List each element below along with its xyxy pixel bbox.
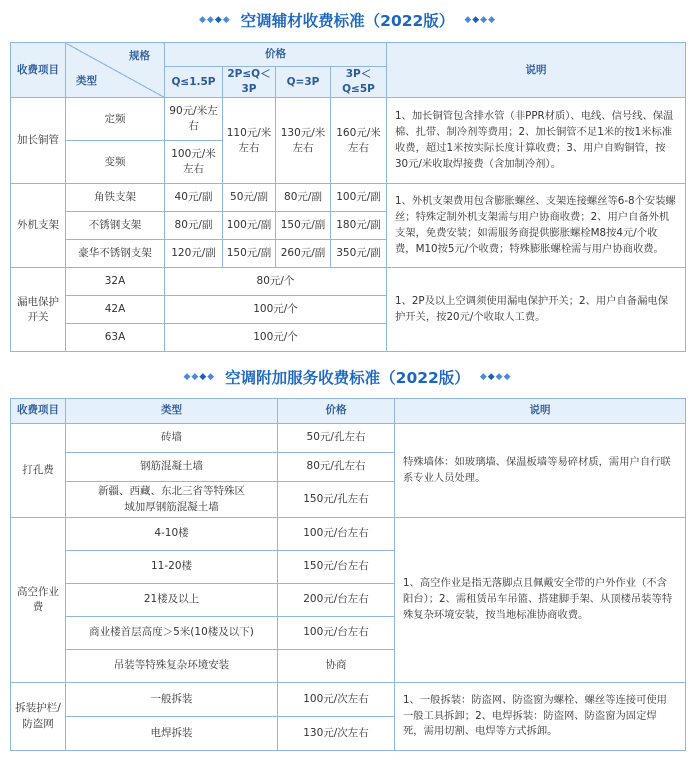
drilling-price: 50元/孔左右 [278,424,395,453]
drilling-note: 特殊墙体：如玻璃墙、保温板墙等易碎材质，需用户自行联系专业人员处理。 [395,424,686,518]
header-price: 价格 [165,43,387,67]
section2-title-row [0,366,695,388]
header-range-4: 3P＜Q≤5P [331,67,387,98]
category-breaker: 漏电保护开关 [11,268,66,352]
table-header-row [11,399,686,424]
breaker-note: 1、2P及以上空调须使用漏电保护开关；2、用户自备漏电保护开关，按20元/个收取人工费。 [387,268,686,352]
category-removal: 拆装护栏/防盗网 [11,683,66,751]
table-row [11,184,686,212]
bracket-price: 80元/副 [165,212,223,240]
header-spec-type-diagonal [66,43,165,98]
drilling-price: 150元/孔左右 [278,482,395,518]
header-spec: 规格 [129,50,150,62]
service-fee-table [10,398,686,751]
header-fee-item: 收费项目 [11,43,66,98]
bracket-price: 150元/副 [223,240,276,268]
breaker-type: 42A [66,296,165,324]
pipe-price-3: 130元/米左右 [276,98,331,184]
header-note: 说明 [395,399,686,424]
breaker-price: 100元/个 [165,296,387,324]
pipe-price-4: 160元/米左右 [331,98,387,184]
pipe-inverter-price-1: 100元/米左右 [165,141,223,184]
high-altitude-price: 协商 [278,650,395,683]
bracket-price: 180元/副 [331,212,387,240]
table-row [11,98,686,141]
bracket-price: 350元/副 [331,240,387,268]
breaker-price: 80元/个 [165,268,387,296]
high-altitude-type: 11-20楼 [66,551,278,584]
pipe-fixed-price-1: 90元/米左右 [165,98,223,141]
bracket-price: 80元/副 [276,184,331,212]
bracket-price: 50元/副 [223,184,276,212]
pipe-type-inverter: 变频 [66,141,165,184]
category-bracket: 外机支架 [11,184,66,268]
section2-title: 空调附加服务收费标准（2022版） [225,369,470,387]
left-diamond-decoration-icon: ◆◆◆◆ [183,372,216,382]
drilling-type: 新疆、西藏、东北三省等特殊区域加厚钢筋混凝土墙 [66,482,278,518]
header-range-1: Q≤1.5P [165,67,223,98]
removal-price: 130元/次左右 [278,717,395,751]
high-altitude-note: 1、高空作业是指无落脚点且佩戴安全带的户外作业（不含阳台）；2、需租赁吊车吊篮、搭建脚手架、从顶楼吊装等特殊复杂环境安装，按当地标准协商收费。 [395,518,686,683]
header-fee-item: 收费项目 [11,399,66,424]
left-diamond-decoration-icon: ◆◆◆◆ [198,15,231,25]
drilling-type: 砖墙 [66,424,278,453]
section1-title: 空调辅材收费标准（2022版） [240,12,455,30]
accessory-fee-table [10,42,686,352]
high-altitude-type: 21楼及以上 [66,584,278,617]
table-row [11,518,686,551]
header-price: 价格 [278,399,395,424]
high-altitude-price: 100元/台左右 [278,617,395,650]
table-row [11,683,686,717]
high-altitude-type: 吊装等特殊复杂环境安装 [66,650,278,683]
bracket-type: 角铁支架 [66,184,165,212]
high-altitude-price: 200元/台左右 [278,584,395,617]
bracket-type: 豪华不锈钢支架 [66,240,165,268]
bracket-type: 不锈钢支架 [66,212,165,240]
header-range-2: 2P≤Q＜3P [223,67,276,98]
bracket-price: 100元/副 [223,212,276,240]
pipe-note: 1、加长铜管包含排水管（非PPR材质）、电线、信号线、保温棉、扎带、制冷剂等费用；2、加长铜管不足1米的按1米标准收费，超过1米按实际长度计算收费；3、用户自购铜管，按30元/米收取焊接费（含加制冷剂）。 [387,98,686,184]
removal-type: 电焊拆装 [66,717,278,751]
table-header-row [11,43,686,67]
removal-note: 1、一般拆装：防盗网、防盗窗为螺栓、螺丝等连接可使用一般工具拆卸；2、电焊拆装：防盗网、防盗窗为固定焊死，需用切割、电焊等方式拆卸。 [395,683,686,751]
pipe-price-2: 110元/米左右 [223,98,276,184]
table-row [11,268,686,296]
category-pipe: 加长铜管 [11,98,66,184]
bracket-price: 150元/副 [276,212,331,240]
table-row [11,424,686,453]
drilling-price: 80元/孔左右 [278,453,395,482]
high-altitude-type: 4-10楼 [66,518,278,551]
high-altitude-type: 商业楼首层高度＞5米(10楼及以下) [66,617,278,650]
category-high-altitude: 高空作业费 [11,518,66,683]
bracket-price: 120元/副 [165,240,223,268]
breaker-price: 100元/个 [165,324,387,352]
removal-price: 100元/次左右 [278,683,395,717]
right-diamond-decoration-icon: ◆◆◆◆ [479,372,512,382]
breaker-type: 63A [66,324,165,352]
drilling-type: 钢筋混凝土墙 [66,453,278,482]
bracket-price: 100元/副 [331,184,387,212]
section1-title-row [0,9,695,31]
header-type: 类型 [76,75,97,88]
right-diamond-decoration-icon: ◆◆◆◆ [464,15,496,25]
header-note: 说明 [387,43,686,98]
bracket-note: 1、外机支架费用包含膨胀螺丝、支架连接螺丝等6-8个安装螺丝；特殊定制外机支架需与用户协商收费；2、用户自备外机支架，免费安装；如需服务商提供膨胀螺栓M8按4元/个收费，M10按5元/个收费；特殊膨胀螺栓需与用户协商收费。 [387,184,686,268]
high-altitude-price: 100元/台左右 [278,518,395,551]
high-altitude-price: 150元/台左右 [278,551,395,584]
breaker-type: 32A [66,268,165,296]
category-drilling: 打孔费 [11,424,66,518]
removal-type: 一般拆装 [66,683,278,717]
header-type: 类型 [66,399,278,424]
header-range-3: Q=3P [276,67,331,98]
bracket-price: 40元/副 [165,184,223,212]
bracket-price: 260元/副 [276,240,331,268]
pipe-type-fixed: 定频 [66,98,165,141]
